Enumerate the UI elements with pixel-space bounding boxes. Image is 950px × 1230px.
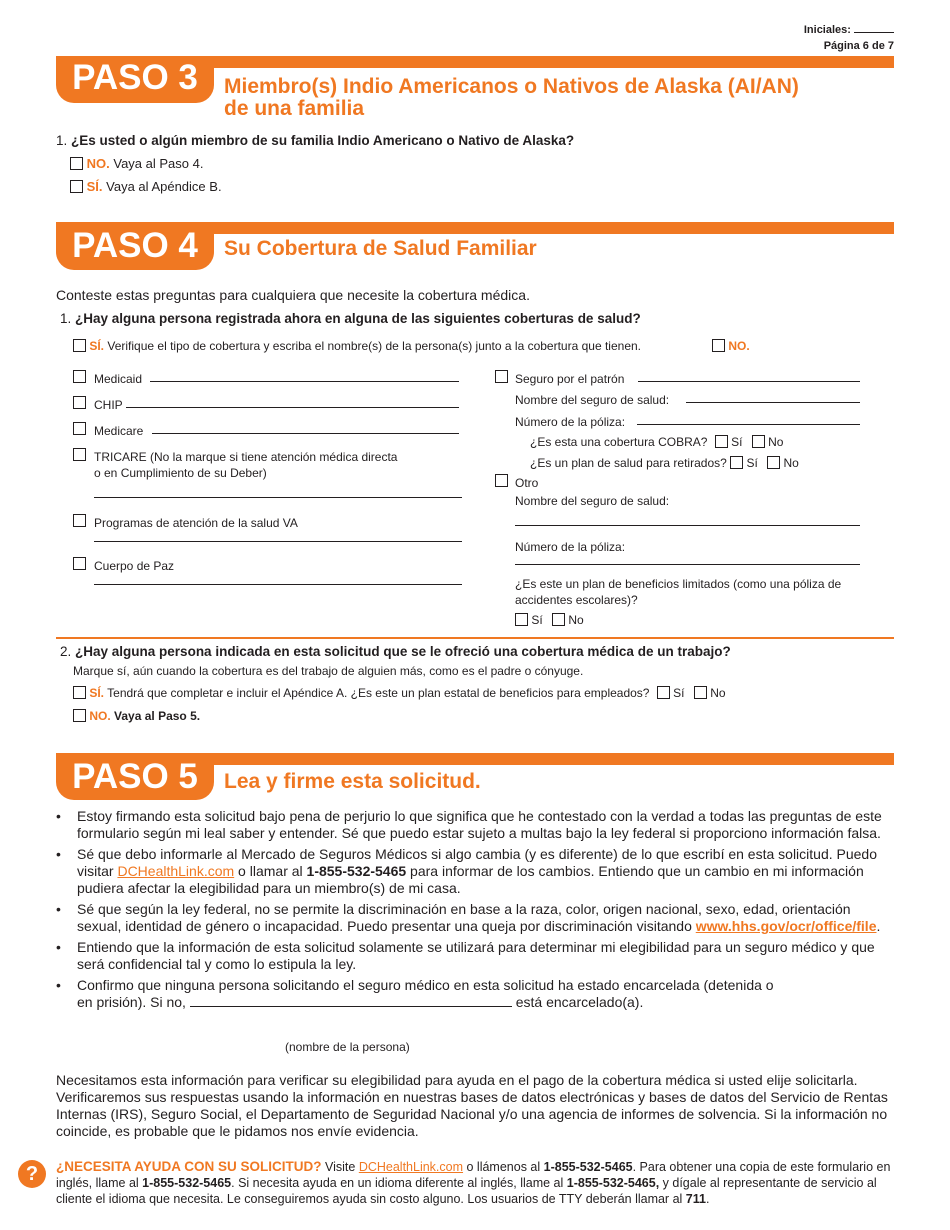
help-phone: 1-855-532-5465 (142, 1176, 232, 1190)
no-label: NO. (728, 339, 750, 353)
step4-title: Su Cobertura de Salud Familiar (224, 237, 537, 260)
help-icon: ? (18, 1160, 46, 1188)
no-checkbox[interactable] (73, 709, 86, 722)
no-checkbox[interactable] (70, 157, 83, 170)
no-checkbox[interactable] (712, 339, 725, 352)
declaration-item: • Entiendo que la información de esta solicitud solamente se utilizará para determinar mi elegibilidad para un seguro médico y que será confidencial tal y como lo estipula la ley. (56, 939, 875, 972)
page-number: Página 6 de 7 (823, 40, 894, 52)
help-phone: 1-855-532-5465, (566, 1176, 660, 1190)
no-text: Vaya al Paso 5. (114, 709, 201, 723)
employer-label: Seguro por el patrón (515, 372, 625, 386)
declaration-text: para informar de los cambios. Entiendo que un cambio en mi información pudiera afectar la elegibilidad para un miembro(s) de mi casa. (77, 863, 864, 896)
help-dchealthlink-link[interactable]: DCHealthLink.com (358, 1160, 464, 1174)
yes-checkbox[interactable] (73, 339, 86, 352)
step4-q1-yes (73, 338, 641, 354)
declaration-text: está encarcelado(a). (515, 994, 644, 1010)
chip-checkbox[interactable] (73, 396, 86, 409)
yes-checkbox[interactable] (70, 180, 83, 193)
step3-option-yes (70, 178, 222, 195)
medicaid-name-field[interactable] (150, 381, 459, 382)
initials-field[interactable] (854, 22, 894, 33)
step4-q2-no (73, 708, 200, 724)
other-insurance-name-label: Nombre del seguro de salud: (515, 494, 670, 508)
question-number: 2. (60, 644, 72, 659)
step4-q1-no (712, 338, 750, 354)
employer-name-field[interactable] (638, 381, 860, 382)
help-title: ¿NECESITA AYUDA CON SU SOLICITUD? (56, 1159, 322, 1174)
step5-title: Lea y firme esta solicitud. (224, 770, 481, 793)
state-plan-no-checkbox[interactable] (694, 686, 707, 699)
state-plan-no-label: No (710, 686, 726, 700)
help-phone: 1-855-532-5465 (543, 1160, 633, 1174)
declaration-text: Sé que según la ley federal, no se permite la discriminación en base a la raza, color, origen nacional, sexo, edad, orientación sexual, identidad de género o incapacidad. Puedo presentar una queja por discriminación visitando (77, 901, 851, 934)
incarcerated-caption: (nombre de la persona) (285, 1040, 410, 1054)
initials-label: Iniciales: (803, 24, 851, 36)
declaration-text: Sé que debo informarle al Mercado de Seguros Médicos si algo cambia (y es diferente) de lo que escribí en esta solicitud. Puedo visitar (77, 846, 878, 879)
help-text: . (705, 1192, 710, 1206)
yes-text: Verifique el tipo de cobertura y escriba el nombre(s) de la persona(s) junto a la cobertura que tienen. (107, 339, 641, 353)
tricare-name-field[interactable] (94, 497, 462, 498)
declaration-list (56, 808, 896, 1015)
step4-q2-yes (73, 685, 726, 701)
help-text: o llámenos al (463, 1160, 544, 1174)
cobra-yes-label: Sí (731, 435, 743, 449)
declaration-item: • Estoy firmando esta solicitud bajo pena de perjurio lo que significa que he contestado con la verdad a todas las preguntas de este formulario según mi leal saber y entender. Sé que puedo estar sujeto a multas bajo la ley federal si proporciono información falsa. (56, 808, 882, 841)
limited-yes-label: Sí (531, 613, 543, 627)
limited-no-checkbox[interactable] (552, 613, 565, 626)
yes-text: Vaya al Apéndice B. (106, 179, 222, 194)
medicaid-checkbox[interactable] (73, 370, 86, 383)
section-divider (56, 637, 894, 639)
cobra-no-label: No (768, 435, 784, 449)
medicare-name-field[interactable] (152, 433, 459, 434)
cobra-no-checkbox[interactable] (752, 435, 765, 448)
medicare-label: Medicare (94, 424, 144, 438)
declaration-item: • Confirmo que ninguna persona solicitando el seguro médico en esta solicitud ha estado encarcelada (detenida o en prisión). Si no, está encarcelado(a). (56, 977, 774, 1010)
retiree-no-checkbox[interactable] (767, 456, 780, 469)
retiree-question-text: ¿Es un plan de salud para retirados? (530, 456, 727, 470)
va-name-field[interactable] (94, 541, 462, 542)
step3-tab: PASO 3 (56, 56, 214, 103)
tricare-label-line2: o en Cumplimiento de su Deber) (94, 466, 267, 480)
help-text: . Si necesita ayuda en un idioma diferente al inglés, llame al (231, 1176, 567, 1190)
employer-policy-label: Número de la póliza: (515, 415, 626, 429)
declaration-item: • Sé que debo informarle al Mercado de Seguros Médicos si algo cambia (y es diferente) de lo que escribí en esta solicitud. Puedo visitar DCHealthLink.com o llamar al 1-855-532-5465 para informar de los cambios. Entiendo que un cambio en mi información pudiera afectar la elegibilidad para un miembro(s) de mi casa. (56, 846, 878, 896)
question-text: ¿Es usted o algún miembro de su familia Indio Americano o Nativo de Alaska? (71, 133, 575, 148)
tricare-label-line1: TRICARE (No la marque si tiene atención médica directa (94, 450, 398, 464)
retiree-no-label: No (783, 456, 799, 470)
employer-insurance-name-field[interactable] (686, 402, 860, 403)
no-label: NO. (86, 156, 110, 171)
incarcerated-person-field[interactable] (190, 994, 512, 1007)
retiree-question (530, 455, 799, 471)
limited-plan-question (515, 576, 841, 608)
yes-label: SÍ. (89, 686, 105, 700)
chip-label: CHIP (94, 398, 123, 412)
step3-title (224, 76, 799, 120)
declaration-item: • Sé que según la ley federal, no se permite la discriminación en base a la raza, color, origen nacional, sexo, edad, orientación sexual, identidad de género o incapacidad. Puedo presentar una queja por discriminación visitando www.hhs.gov/ocr/office/file. (56, 901, 881, 934)
declaration-text: . (876, 918, 881, 934)
declaration-text: Estoy firmando esta solicitud bajo pena de perjurio lo que significa que he contestado con la verdad a todas las preguntas de este formulario según mi leal saber y entender. Sé que puedo estar sujeto a multas bajo la ley federal si proporciono información falsa. (77, 808, 882, 841)
step4-tab: PASO 4 (56, 222, 214, 270)
state-plan-yes-label: Sí (673, 686, 685, 700)
declaration-text: Confirmo que ninguna persona solicitando el seguro médico en esta solicitud ha estado encarcelada (detenida o (77, 977, 774, 993)
retiree-yes-checkbox[interactable] (730, 456, 743, 469)
question-text: ¿Hay alguna persona indicada en esta solicitud que se le ofreció una cobertura médica de un trabajo? (75, 644, 731, 659)
verification-paragraph: Necesitamos esta información para verificar su elegibilidad para ayuda en el pago de la cobertura médica si usted elije solicitarla. Verificaremos sus respuestas usando la información en nuestras bases de datos electrónicas y bases de datos del Servicio de Rentas Internas (IRS), Seguro Social, el Departamento de Seguridad Nacional y/o una agencia de informes de solvencia. Si la información no coincide, es probable que le pidamos nos envíe evidencia. (56, 1072, 888, 1139)
declaration-text: o llamar al (234, 863, 307, 879)
retiree-yes-label: Sí (746, 456, 758, 470)
step5-tab: PASO 5 (56, 753, 214, 800)
yes-label: SÍ. (89, 339, 105, 353)
chip-name-field[interactable] (126, 407, 459, 408)
declaration-text: Entiendo que la información de esta solicitud solamente se utilizará para determinar mi elegibilidad para un seguro médico y que será confidencial tal y como lo estipula la ley. (77, 939, 875, 972)
limited-plan-question-line1: ¿Es este un plan de beneficios limitados (como una póliza de (515, 577, 842, 591)
yes-label: SÍ. (86, 179, 103, 194)
other-insurance-name-field[interactable] (515, 525, 860, 526)
help-text: Visite (321, 1160, 359, 1174)
hhs-ocr-link[interactable]: www.hhs.gov/ocr/office/file (695, 918, 877, 934)
va-checkbox[interactable] (73, 514, 86, 527)
limited-no-label: No (568, 613, 584, 627)
help-footer (56, 1159, 898, 1207)
peace-corps-checkbox[interactable] (73, 557, 86, 570)
employer-policy-field[interactable] (637, 424, 860, 425)
phone-number: 1-855-532-5465 (306, 863, 407, 879)
state-plan-yes-checkbox[interactable] (657, 686, 670, 699)
question-text: ¿Hay alguna persona registrada ahora en alguna de las siguientes coberturas de salud? (75, 311, 641, 326)
peace-corps-name-field[interactable] (94, 584, 462, 585)
employer-insurance-name-label: Nombre del seguro de salud: (515, 393, 670, 407)
step4-q2-note: Marque sí, aún cuando la cobertura es del trabajo de alguien más, como es el padre o cónyuge. (73, 664, 584, 678)
limited-plan-answer (515, 612, 584, 628)
step3-option-no (70, 155, 203, 172)
step3-question (56, 132, 574, 149)
other-policy-field[interactable] (515, 564, 860, 565)
step4-question2 (60, 643, 731, 660)
cobra-question (530, 434, 783, 450)
help-text: . Para obtener una copia de este formulario en inglés, llame al (56, 1160, 891, 1190)
peace-corps-label: Cuerpo de Paz (94, 559, 175, 573)
no-label: NO. (89, 709, 111, 723)
tricare-checkbox[interactable] (73, 448, 86, 461)
limited-plan-question-line2: accidentes escolares)? (515, 593, 638, 607)
question-number: 1. (60, 311, 72, 326)
tty-number: 711 (685, 1192, 706, 1206)
yes-text: Tendrá que completar e incluir el Apéndice A. ¿Es este un plan estatal de beneficios para empleados? (107, 686, 650, 700)
employer-checkbox[interactable] (495, 370, 508, 383)
step4-intro: Conteste estas preguntas para cualquiera que necesite la cobertura médica. (56, 287, 530, 303)
no-text: Vaya al Paso 4. (113, 156, 204, 171)
yes-checkbox[interactable] (73, 686, 86, 699)
other-checkbox[interactable] (495, 474, 508, 487)
step3-title-line1: Miembro(s) Indio Americanos o Nativos de Alaska (AI/AN) (224, 75, 799, 98)
tricare-label (94, 449, 397, 481)
other-label: Otro (515, 476, 539, 490)
step4-question1 (60, 310, 641, 327)
medicare-checkbox[interactable] (73, 422, 86, 435)
cobra-question-text: ¿Es esta una cobertura COBRA? (530, 435, 708, 449)
declaration-text: en prisión). Si no, (77, 994, 186, 1010)
cobra-yes-checkbox[interactable] (715, 435, 728, 448)
question-number: 1. (56, 133, 68, 148)
help-text: y dígale al representante de servicio al cliente el idioma que necesita. Le conseguiremos ayuda sin costo alguno. Los usuarios de TTY deberán llamar al (56, 1176, 877, 1206)
page-header (804, 22, 894, 54)
other-policy-label: Número de la póliza: (515, 540, 626, 554)
va-label: Programas de atención de la salud VA (94, 516, 298, 530)
medicaid-label: Medicaid (94, 372, 143, 386)
step3-title-line2: de una familia (224, 97, 365, 120)
limited-yes-checkbox[interactable] (515, 613, 528, 626)
dchealthlink-link[interactable]: DCHealthLink.com (117, 863, 235, 879)
